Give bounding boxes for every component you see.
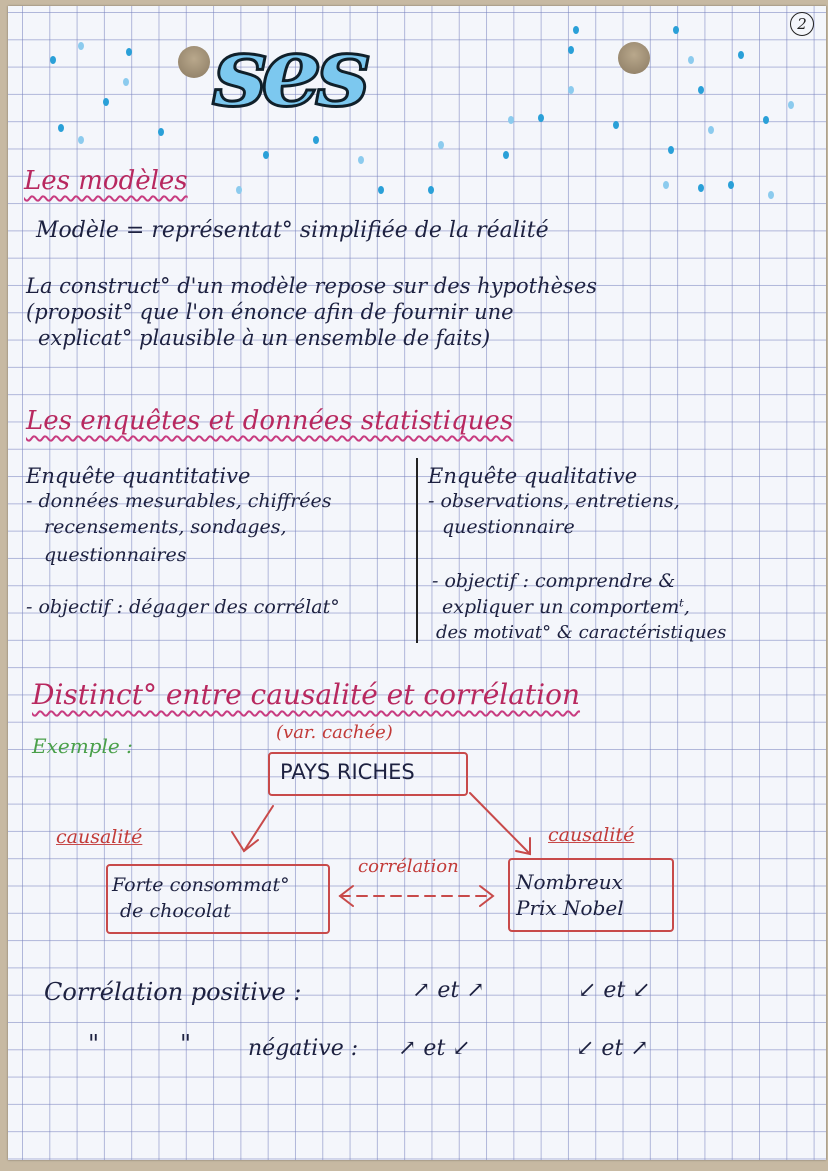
left-causality-label: causalité [56,826,143,848]
model-text-line-2: (proposit° que l'on énonce afin de fournir une [26,300,514,324]
heading-surveys: Les enquêtes et données statistiques [26,406,514,436]
heading-causality: Distinct° entre causalité et corrélation [32,678,581,711]
qualitative-line: des motivat° & caractéristiques [436,622,727,643]
qualitative-line: expliquer un comportemᵗ, [442,596,690,618]
hidden-variable-label: (var. cachée) [276,722,393,743]
model-text-line-3: explicat° plausible à un ensemble de faits) [38,326,491,350]
box-nobel-line-2: Prix Nobel [516,896,624,920]
negative-correlation-label: négative : [248,1036,359,1061]
qualitative-title: Enquête qualitative [428,464,638,488]
box-chocolate-line-2: de chocolat [120,900,231,922]
page-title: ses [213,15,365,128]
page-number: 2 [790,12,814,36]
quantitative-line: recensements, sondages, [44,516,287,538]
right-causality-label: causalité [548,824,635,846]
ditto-mark: " [180,1030,192,1058]
qualitative-line: questionnaire [442,516,575,538]
qualitative-line: - observations, entretiens, [428,490,680,512]
heading-models: Les modèles [24,166,188,196]
quantitative-line: questionnaires [44,544,187,566]
quantitative-title: Enquête quantitative [26,464,251,488]
negative-case-2: ↙ et ↗ [576,1036,649,1061]
qualitative-line: - objectif : comprendre & [432,570,676,592]
positive-case-1: ↗ et ↗ [412,978,485,1003]
negative-case-1: ↗ et ↙ [398,1036,471,1061]
positive-correlation-label: Corrélation positive : [44,978,302,1006]
box-chocolate-line-1: Forte consommat° [112,874,290,896]
positive-case-2: ↙ et ↙ [578,978,651,1003]
model-text-line-1: La construct° d'un modèle repose sur des hypothèses [26,274,598,298]
correlation-label: corrélation [358,856,459,877]
notebook-page [8,6,826,1160]
ditto-mark: " [88,1030,100,1058]
example-label: Exemple : [32,734,133,758]
model-definition: Modèle = représentat° simplifiée de la réalité [36,218,549,243]
box-rich-countries-label: PAYS RICHES [280,760,415,784]
quantitative-line: - données mesurables, chiffrées [26,490,332,512]
box-nobel-line-1: Nombreux [516,870,623,894]
quantitative-line: - objectif : dégager des corrélat° [26,596,340,618]
